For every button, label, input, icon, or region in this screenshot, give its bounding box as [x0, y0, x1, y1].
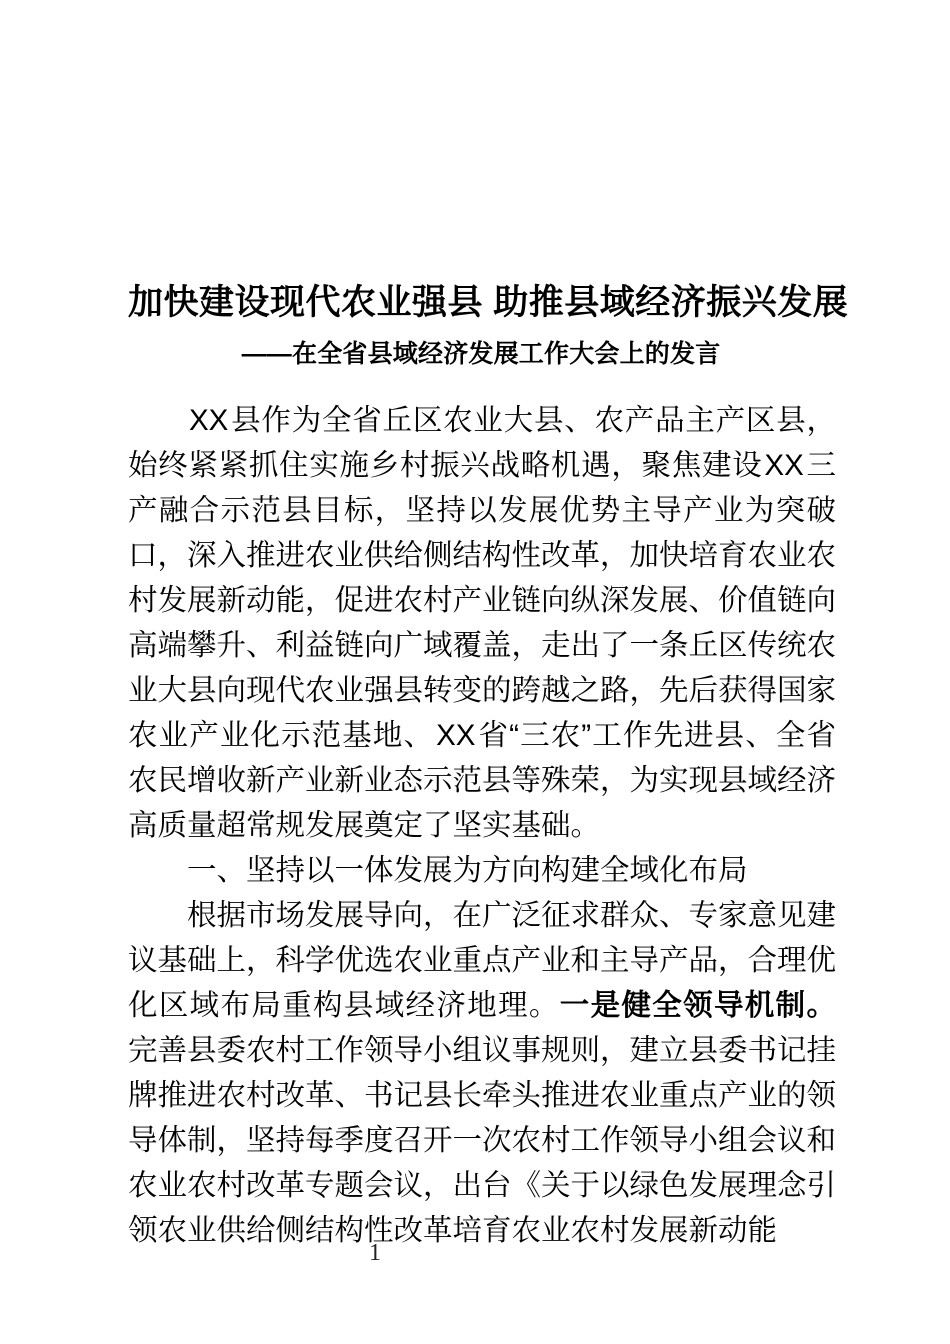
paragraph-intro-latin-1: XX [189, 404, 229, 437]
page-title: 加快建设现代农业强县 助推县域经济振兴发展 [128, 283, 849, 323]
paragraph-intro-text-3: 省“三农”工作先进县、全省农民增收新产业新业态示范县等殊荣，为实现县域经济高质量超常规发展奠定了坚实基础。 [128, 719, 837, 842]
paragraph-intro-latin-3: XX [436, 719, 476, 752]
paragraph-intro [128, 398, 836, 848]
document-body [128, 398, 836, 1253]
paragraph-section-one-bold-run: 一是健全领导机制。 [559, 989, 836, 1022]
paragraph-intro-text-1: 县作为全省丘区农业大县、农产品主产区县，始终紧紧抓住实施乡村振兴战略机遇，聚焦建设 [128, 404, 836, 482]
page-number-footer: 1 [369, 1240, 381, 1266]
section-heading-one: 一、坚持以一体发展为方向构建全域化布局 [187, 854, 748, 887]
paragraph-intro-latin-2: XX [764, 449, 804, 482]
paragraph-section-one-text-1: 根据市场发展导向，在广泛征求群众、专家意见建议基础上，科学优选农业重点产业和主导产品，合理优化区域布局重构县域经济地理。 [128, 899, 837, 1022]
paragraph-intro-text-2: 三产融合示范县目标，坚持以发展优势主导产业为突破口，深入推进农业供给侧结构性改革，加快培育农业农村发展新动能，促进农村产业链向纵深发展、价值链向高端攀升、利益链向广域覆盖，走出了一条丘区传统农业大县向现代农业强县转变的跨越之路，先后获得国家农业产业化示范基地、 [128, 449, 837, 752]
page-subtitle: ——在全省县域经济发展工作大会上的发言 [241, 339, 721, 368]
paragraph-section-one-text-2: 完善县委农村工作领导小组议事规则，建立县委书记挂牌推进农村改革、书记县长牵头推进农业重点产业的领导体制，坚持每季度召开一次农村工作领导小组会议和农业农村改革专题会议，出台《关于以绿色发展理念引领农业供给侧结构性改革培育农业农村发展新动能 [128, 1034, 837, 1247]
paragraph-section-one-body [128, 893, 836, 1253]
